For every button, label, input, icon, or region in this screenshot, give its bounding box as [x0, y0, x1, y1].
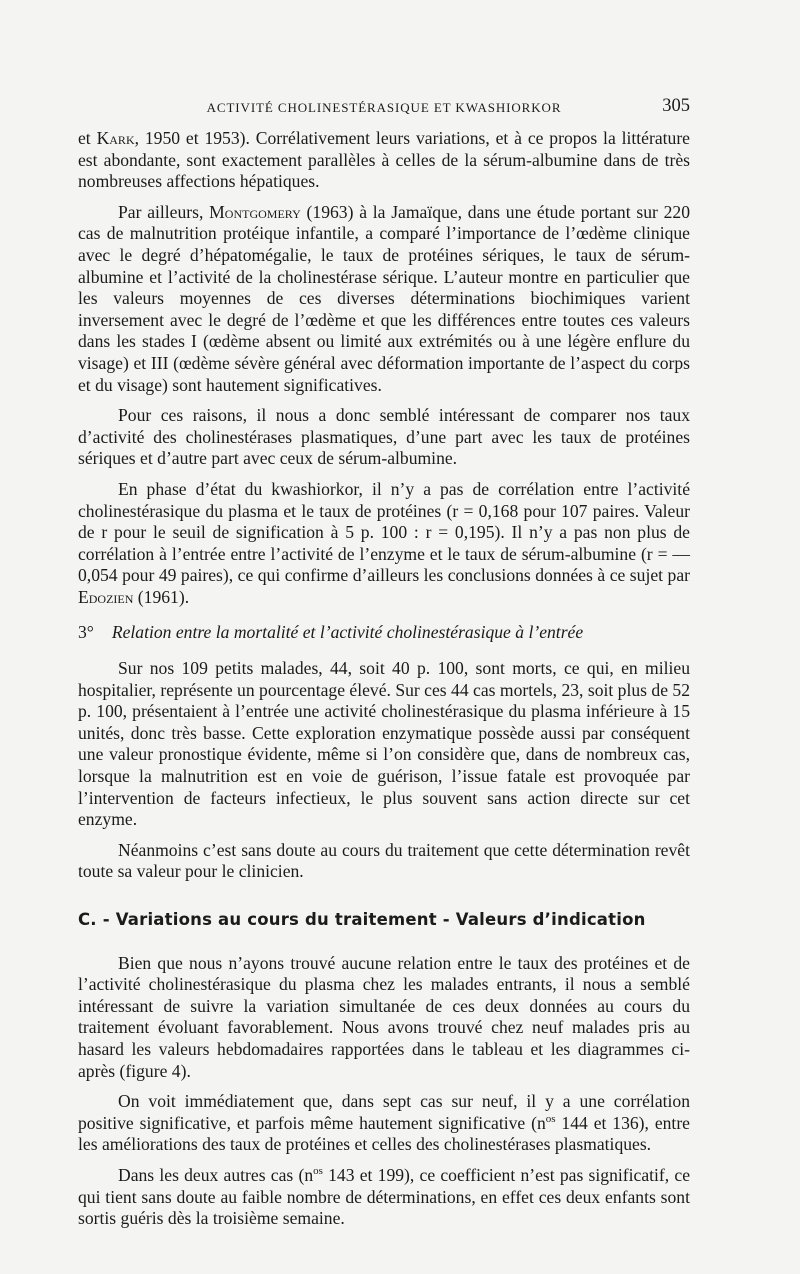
- text-run: Dans les deux autres cas (n: [118, 1164, 314, 1185]
- text-run: On voit immédiatement que, dans sept cas sur neuf, il y a une corrélation positive significative, et parfois même hautement significative (n: [78, 1091, 690, 1133]
- paragraph-4: [78, 479, 690, 609]
- paragraph-3: Pour ces raisons, il nous a donc semblé intéressant de comparer nos taux d’activité des cholinestérases plasmatiques, d’une part avec les taux de protéines sériques et d’autre part avec ceux de sérum-albumine.: [78, 405, 690, 469]
- text-run: , 1950 et 1953). Corrélativement leurs variations, et à ce propos la littérature est abondante, sont exactement parallèles à celles de la sérum-albumine dans de très nombreuses affections hépatiques.: [78, 128, 690, 192]
- page-number: 305: [662, 96, 690, 116]
- author-name-edozien: Edozien: [78, 586, 134, 607]
- subheading-text: Relation entre la mortalité et l’activité cholinestérasique à l’entrée: [111, 622, 584, 643]
- text-run: Par ailleurs,: [118, 201, 210, 222]
- paragraph-2: [78, 202, 690, 396]
- page-header: [78, 96, 690, 118]
- subheading-number: 3°: [78, 622, 94, 643]
- paragraph-7: Bien que nous n’ayons trouvé aucune relation entre le taux des protéines et de l’activité cholinestérasique du plasma chez les malades entrants, il nous a semblé intéressant de suivre la variation simultanée de ces deux données au cours du traitement évoluant favorablement. Nous avons trouvé chez neuf malades pris au hasard les valeurs hebdomadaires rapportées dans le tableau et les diagrammes ci-après (figure 4).: [78, 952, 690, 1081]
- superscript: os: [313, 1165, 323, 1178]
- paragraph-8: [78, 1091, 690, 1156]
- text-run: En phase d’état du kwashiorkor, il n’y a pas de corrélation entre l’activité cholinestérasique du plasma et le taux de protéines (r = 0,168 pour 107 paires. Valeur de r pour le seuil de signification à 5 p. 100 : r = 0,195). Il n’y a pas non plus de corrélation à l’entrée entre l’activité de l’enzyme et le taux de sérum-albumine (r = — 0,054 pour 49 paires), ce qui confirme d’ailleurs les conclusions données à ce sujet par: [78, 478, 690, 586]
- subheading: [78, 622, 690, 644]
- author-name-kark: Kark: [96, 128, 135, 148]
- text-run: (1963) à la Jamaïque, dans une étude portant sur 220 cas de malnutrition protéique infantile, a comparé l’importance de l’œdème clinique avec le degré d’hépatomégalie, le taux de protéines sériques, le taux de sérum-albumine et l’activité de la cholinestérase sérique. L’auteur montre en particulier que les valeurs moyennes de ces diverses déterminations biochimiques varient inversement avec le degré de l’œdème et que les différences entre toutes ces valeurs dans les stades I (œdème absent ou limité aux extrémités ou à une légère enflure du visage) et III (œdème sévère général avec déformation importante de l’aspect du corps et du visage) sont hautement significatives.: [78, 201, 691, 395]
- paragraph-6: Néanmoins c’est sans doute au cours du traitement que cette détermination revêt toute sa valeur pour le clinicien.: [78, 839, 690, 882]
- article-body: [78, 128, 690, 1230]
- text-run: (1961).: [133, 586, 190, 607]
- section-heading: C. - Variations au cours du traitement - Valeurs d’indication: [78, 910, 646, 929]
- paragraph-1: [78, 128, 690, 193]
- author-name-montgomery: Montgomery: [209, 201, 301, 222]
- text-run: 144 et 136), entre les améliorations des taux de protéines et celles des cholinestérases plasmatiques.: [78, 1112, 690, 1155]
- text-run: 143 et 199), ce coefficient n’est pas significatif, ce qui tient sans doute au faible nombre de déterminations, en effet ces deux enfants sont sortis guéris dès la troisième semaine.: [78, 1164, 690, 1229]
- text-run: et: [78, 128, 97, 148]
- paragraph-9: [78, 1165, 690, 1230]
- paragraph-5: Sur nos 109 petits malades, 44, soit 40 p. 100, sont morts, ce qui, en milieu hospitalier, représente un pourcentage élevé. Sur ces 44 cas mortels, 23, soit plus de 52 p. 100, présentaient à l’entrée une activité cholinestérasique du plasma inférieure à 15 unités, donc très basse. Cette exploration enzymatique possède aussi par conséquent une valeur pronostique évidente, même si l’on considère que, dans de nombreux cas, lorsque la malnutrition est en voie de guérison, l’issue fatale est provoquée par l’intervention de facteurs infectieux, le plus souvent sans action directe sur cet enzyme.: [78, 658, 690, 830]
- superscript: os: [545, 1112, 556, 1125]
- running-title: ACTIVITÉ CHOLINESTÉRASIQUE ET KWASHIORKOR: [206, 100, 562, 115]
